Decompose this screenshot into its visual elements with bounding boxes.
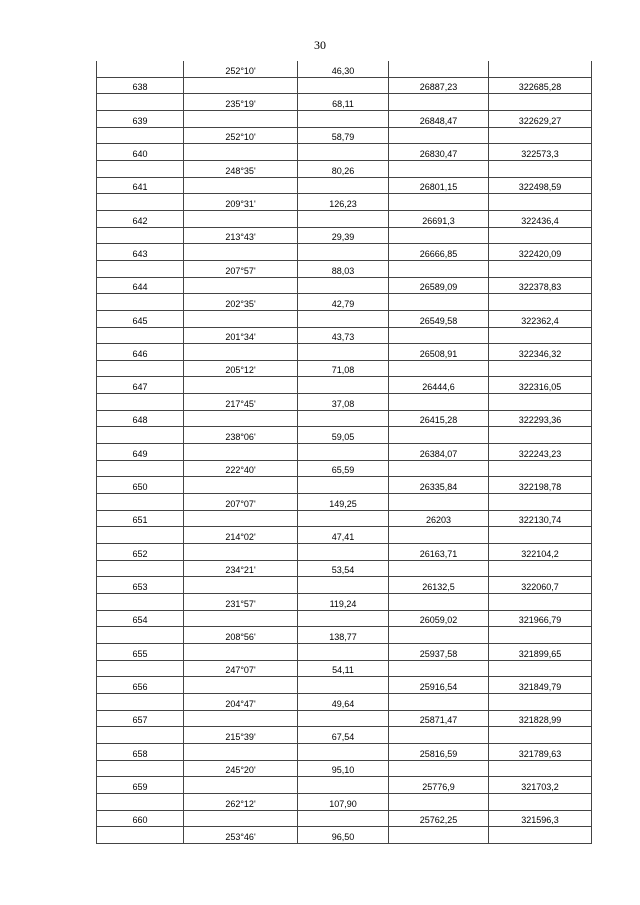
bearing-cell: 245°20' [184,760,298,777]
bearing-cell: 222°40' [184,460,298,477]
bearing-cell: 262°12' [184,793,298,810]
table-row [97,710,592,727]
y-coordinate-cell [489,760,592,777]
y-coordinate-cell: 322316,05 [489,377,592,394]
distance-cell: 71,08 [298,360,389,377]
point-number-cell [97,827,184,844]
x-coordinate-cell [389,693,489,710]
x-coordinate-cell: 26508,91 [389,344,489,361]
distance-cell: 47,41 [298,527,389,544]
x-coordinate-cell [389,394,489,411]
point-number-cell: 653 [97,577,184,594]
point-number-cell: 643 [97,244,184,261]
distance-cell: 59,05 [298,427,389,444]
bearing-cell [184,210,298,227]
distance-cell: 37,08 [298,394,389,411]
page-number: 30 [314,38,326,52]
bearing-cell [184,510,298,527]
distance-cell: 46,30 [298,61,389,77]
y-coordinate-cell [489,260,592,277]
point-number-cell [97,327,184,344]
table-row [97,360,592,377]
bearing-cell [184,77,298,94]
table-row [97,327,592,344]
y-coordinate-cell: 322060,7 [489,577,592,594]
distance-cell [298,810,389,827]
y-coordinate-cell: 321789,63 [489,743,592,760]
distance-cell: 68,11 [298,94,389,111]
bearing-cell [184,344,298,361]
bearing-cell: 202°35' [184,294,298,311]
point-number-cell [97,460,184,477]
y-coordinate-cell [489,194,592,211]
y-coordinate-cell [489,827,592,844]
point-number-cell [97,227,184,244]
x-coordinate-cell: 25776,9 [389,777,489,794]
y-coordinate-cell: 322130,74 [489,510,592,527]
bearing-cell: 253°46' [184,827,298,844]
table-row [97,310,592,327]
point-number-cell: 648 [97,410,184,427]
distance-cell [298,743,389,760]
distance-cell [298,510,389,527]
distance-cell: 119,24 [298,594,389,611]
x-coordinate-cell [389,760,489,777]
point-number-cell [97,394,184,411]
distance-cell: 138,77 [298,627,389,644]
table-row [97,127,592,144]
x-coordinate-cell [389,527,489,544]
y-coordinate-cell: 322104,2 [489,544,592,561]
table-row [97,160,592,177]
bearing-cell [184,110,298,127]
bearing-cell: 238°06' [184,427,298,444]
x-coordinate-cell [389,61,489,77]
y-coordinate-cell: 322573,3 [489,144,592,161]
y-coordinate-cell [489,494,592,511]
table-row [97,110,592,127]
distance-cell: 96,50 [298,827,389,844]
bearing-cell [184,544,298,561]
table-row [97,444,592,461]
bearing-cell [184,643,298,660]
bearing-cell: 204°47' [184,693,298,710]
table-body [97,61,592,843]
x-coordinate-cell: 26335,84 [389,477,489,494]
table-row [97,177,592,194]
bearing-cell [184,144,298,161]
point-number-cell [97,94,184,111]
x-coordinate-cell: 25916,54 [389,677,489,694]
x-coordinate-cell: 26666,85 [389,244,489,261]
bearing-cell: 252°10' [184,61,298,77]
bearing-cell [184,177,298,194]
bearing-cell [184,743,298,760]
y-coordinate-cell: 321828,99 [489,710,592,727]
table-row [97,510,592,527]
point-number-cell: 641 [97,177,184,194]
distance-cell: 29,39 [298,227,389,244]
x-coordinate-cell: 26163,71 [389,544,489,561]
table-row [97,693,592,710]
table-row [97,627,592,644]
y-coordinate-cell [489,160,592,177]
point-number-cell: 660 [97,810,184,827]
y-coordinate-cell [489,360,592,377]
y-coordinate-cell [489,727,592,744]
x-coordinate-cell [389,360,489,377]
bearing-cell [184,410,298,427]
table-row [97,727,592,744]
bearing-cell [184,577,298,594]
table-row [97,610,592,627]
x-coordinate-cell [389,494,489,511]
distance-cell: 80,26 [298,160,389,177]
x-coordinate-cell [389,727,489,744]
x-coordinate-cell: 26384,07 [389,444,489,461]
table-row [97,344,592,361]
point-number-cell [97,61,184,77]
y-coordinate-cell [489,560,592,577]
distance-cell [298,110,389,127]
y-coordinate-cell: 322436,4 [489,210,592,227]
distance-cell [298,77,389,94]
distance-cell [298,310,389,327]
bearing-cell: 234°21' [184,560,298,577]
table-row [97,460,592,477]
point-number-cell: 638 [97,77,184,94]
point-number-cell: 639 [97,110,184,127]
x-coordinate-cell [389,327,489,344]
x-coordinate-cell [389,127,489,144]
point-number-cell: 655 [97,643,184,660]
y-coordinate-cell [489,693,592,710]
point-number-cell [97,194,184,211]
distance-cell: 95,10 [298,760,389,777]
x-coordinate-cell [389,160,489,177]
distance-cell: 126,23 [298,194,389,211]
table-row [97,827,592,844]
distance-cell [298,144,389,161]
point-number-cell: 645 [97,310,184,327]
distance-cell [298,177,389,194]
table-row [97,210,592,227]
x-coordinate-cell [389,560,489,577]
bearing-cell: 235°19' [184,94,298,111]
x-coordinate-cell: 26444,6 [389,377,489,394]
point-number-cell: 654 [97,610,184,627]
table-row [97,144,592,161]
point-number-cell [97,660,184,677]
y-coordinate-cell [489,627,592,644]
x-coordinate-cell: 26203 [389,510,489,527]
table-row [97,494,592,511]
bearing-cell [184,610,298,627]
y-coordinate-cell [489,527,592,544]
point-number-cell: 651 [97,510,184,527]
table-row [97,477,592,494]
y-coordinate-cell [489,327,592,344]
table-row [97,760,592,777]
bearing-cell [184,244,298,261]
y-coordinate-cell: 322293,36 [489,410,592,427]
y-coordinate-cell: 322378,83 [489,277,592,294]
table-row [97,544,592,561]
distance-cell [298,444,389,461]
point-number-cell: 649 [97,444,184,461]
bearing-cell: 208°56' [184,627,298,644]
point-number-cell: 646 [97,344,184,361]
y-coordinate-cell [489,227,592,244]
table-row [97,810,592,827]
y-coordinate-cell: 322420,09 [489,244,592,261]
y-coordinate-cell: 321966,79 [489,610,592,627]
table-row [97,194,592,211]
y-coordinate-cell: 322362,4 [489,310,592,327]
bearing-cell [184,710,298,727]
bearing-cell [184,777,298,794]
y-coordinate-cell: 322243,23 [489,444,592,461]
table-row [97,660,592,677]
bearing-cell [184,477,298,494]
y-coordinate-cell [489,427,592,444]
distance-cell: 42,79 [298,294,389,311]
distance-cell: 149,25 [298,494,389,511]
table-row [97,410,592,427]
bearing-cell: 231°57' [184,594,298,611]
bearing-cell: 201°34' [184,327,298,344]
point-number-cell [97,294,184,311]
table-row [97,377,592,394]
distance-cell [298,477,389,494]
bearing-cell: 248°35' [184,160,298,177]
x-coordinate-cell: 26589,09 [389,277,489,294]
x-coordinate-cell: 26830,47 [389,144,489,161]
table-row [97,643,592,660]
distance-cell [298,277,389,294]
distance-cell [298,643,389,660]
point-number-cell: 644 [97,277,184,294]
point-number-cell: 657 [97,710,184,727]
table-row [97,777,592,794]
bearing-cell: 215°39' [184,727,298,744]
point-number-cell [97,260,184,277]
x-coordinate-cell: 25937,58 [389,643,489,660]
bearing-cell: 207°57' [184,260,298,277]
point-number-cell [97,360,184,377]
bearing-cell [184,377,298,394]
table-row [97,277,592,294]
distance-cell: 58,79 [298,127,389,144]
x-coordinate-cell [389,94,489,111]
table-row [97,560,592,577]
x-coordinate-cell [389,594,489,611]
distance-cell [298,244,389,261]
table-row [97,743,592,760]
coordinates-table [96,61,592,844]
x-coordinate-cell [389,793,489,810]
distance-cell [298,710,389,727]
bearing-cell: 214°02' [184,527,298,544]
bearing-cell [184,444,298,461]
point-number-cell [97,560,184,577]
distance-cell: 107,90 [298,793,389,810]
x-coordinate-cell [389,660,489,677]
bearing-cell: 252°10' [184,127,298,144]
x-coordinate-cell [389,260,489,277]
y-coordinate-cell: 321703,2 [489,777,592,794]
distance-cell [298,544,389,561]
point-number-cell [97,527,184,544]
distance-cell [298,610,389,627]
bearing-cell [184,677,298,694]
point-number-cell [97,494,184,511]
bearing-cell: 207°07' [184,494,298,511]
y-coordinate-cell: 322498,59 [489,177,592,194]
distance-cell: 43,73 [298,327,389,344]
y-coordinate-cell [489,61,592,77]
distance-cell [298,677,389,694]
table-row [97,244,592,261]
point-number-cell: 647 [97,377,184,394]
y-coordinate-cell: 321596,3 [489,810,592,827]
table-row [97,677,592,694]
table-row [97,394,592,411]
bearing-cell [184,810,298,827]
distance-cell [298,210,389,227]
distance-cell [298,344,389,361]
point-number-cell: 652 [97,544,184,561]
x-coordinate-cell: 25816,59 [389,743,489,760]
table-row [97,294,592,311]
x-coordinate-cell [389,227,489,244]
y-coordinate-cell [489,127,592,144]
point-number-cell [97,127,184,144]
x-coordinate-cell: 26801,15 [389,177,489,194]
bearing-cell: 205°12' [184,360,298,377]
point-number-cell [97,793,184,810]
y-coordinate-cell: 321899,65 [489,643,592,660]
point-number-cell [97,727,184,744]
y-coordinate-cell [489,793,592,810]
bearing-cell: 247°07' [184,660,298,677]
x-coordinate-cell [389,627,489,644]
x-coordinate-cell: 26549,58 [389,310,489,327]
table-row [97,577,592,594]
table-row [97,61,592,77]
distance-cell [298,777,389,794]
y-coordinate-cell [489,460,592,477]
x-coordinate-cell [389,294,489,311]
distance-cell: 88,03 [298,260,389,277]
point-number-cell: 650 [97,477,184,494]
y-coordinate-cell [489,660,592,677]
x-coordinate-cell: 26415,28 [389,410,489,427]
table-row [97,594,592,611]
bearing-cell: 209°31' [184,194,298,211]
distance-cell [298,410,389,427]
x-coordinate-cell [389,460,489,477]
distance-cell: 49,64 [298,693,389,710]
x-coordinate-cell: 25871,47 [389,710,489,727]
y-coordinate-cell: 322629,27 [489,110,592,127]
y-coordinate-cell [489,394,592,411]
y-coordinate-cell [489,594,592,611]
point-number-cell [97,594,184,611]
y-coordinate-cell: 322198,78 [489,477,592,494]
table-row [97,527,592,544]
x-coordinate-cell: 26132,5 [389,577,489,594]
distance-cell [298,377,389,394]
point-number-cell: 640 [97,144,184,161]
point-number-cell: 642 [97,210,184,227]
x-coordinate-cell [389,827,489,844]
bearing-cell: 213°43' [184,227,298,244]
x-coordinate-cell: 26691,3 [389,210,489,227]
table-row [97,94,592,111]
distance-cell: 65,59 [298,460,389,477]
distance-cell [298,577,389,594]
x-coordinate-cell [389,427,489,444]
distance-cell: 67,54 [298,727,389,744]
point-number-cell [97,760,184,777]
table-row [97,227,592,244]
distance-cell: 53,54 [298,560,389,577]
point-number-cell [97,693,184,710]
y-coordinate-cell [489,94,592,111]
point-number-cell: 659 [97,777,184,794]
bearing-cell: 217°45' [184,394,298,411]
y-coordinate-cell [489,294,592,311]
x-coordinate-cell [389,194,489,211]
x-coordinate-cell: 26887,23 [389,77,489,94]
point-number-cell [97,427,184,444]
table-row [97,793,592,810]
y-coordinate-cell: 322685,28 [489,77,592,94]
bearing-cell [184,310,298,327]
y-coordinate-cell: 322346,32 [489,344,592,361]
point-number-cell [97,160,184,177]
distance-cell: 54,11 [298,660,389,677]
point-number-cell: 656 [97,677,184,694]
point-number-cell [97,627,184,644]
x-coordinate-cell: 25762,25 [389,810,489,827]
x-coordinate-cell: 26059,02 [389,610,489,627]
table-row [97,77,592,94]
bearing-cell [184,277,298,294]
point-number-cell: 658 [97,743,184,760]
table-row [97,427,592,444]
y-coordinate-cell: 321849,79 [489,677,592,694]
x-coordinate-cell: 26848,47 [389,110,489,127]
table-row [97,260,592,277]
